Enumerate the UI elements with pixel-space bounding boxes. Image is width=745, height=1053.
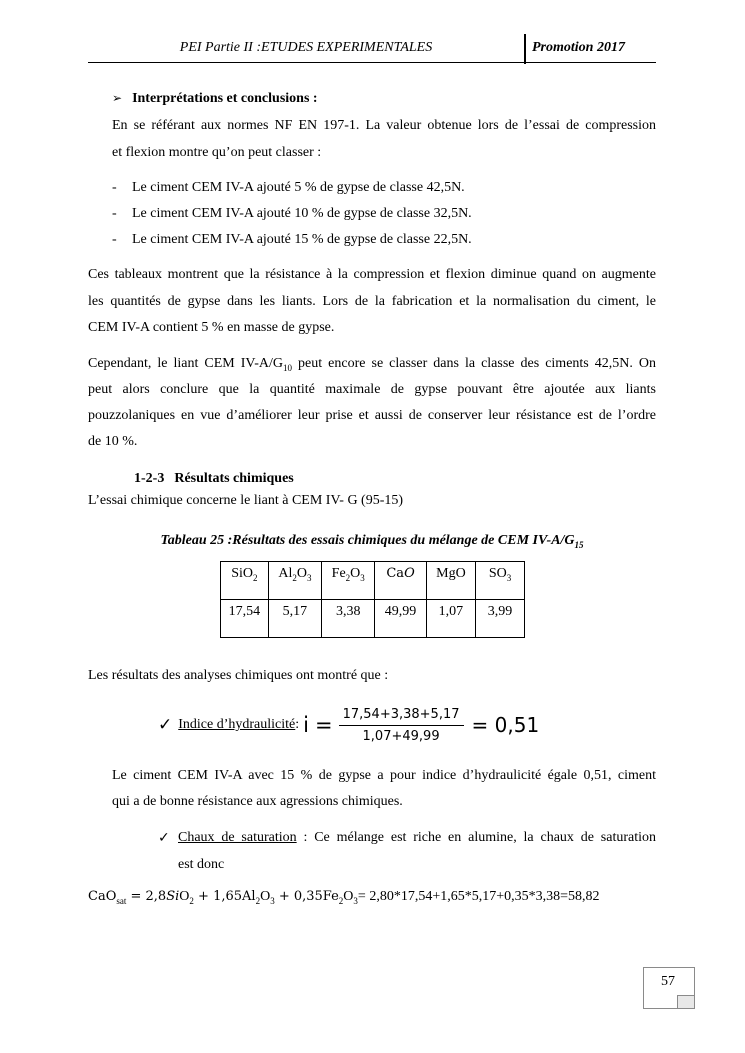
table-header-row <box>221 562 525 600</box>
header-cao: CaO <box>375 562 426 600</box>
para2-line4: de 10 %. <box>88 434 138 449</box>
para1-line1: Ces tableaux montrent que la résistance à la compression et flexion diminue quand on augmente <box>88 267 656 282</box>
dash-marker: - <box>112 180 117 195</box>
para2-line2: peut alors conclure que la quantité maximale de gypse pouvant être ajoutée aux liants <box>88 382 656 397</box>
list-item-text: Le ciment CEM IV-A ajouté 5 % de gypse de classe 42,5N. <box>132 180 465 195</box>
table-caption-text: Tableau 25 :Résultats des essais chimiques du mélange de CEM IV-A/G <box>160 533 575 548</box>
hydraulicity-equals: = <box>315 713 333 737</box>
table-caption <box>88 528 656 558</box>
section-title: Résultats chimiques <box>174 471 294 486</box>
interp-intro-line1: En se référant aux normes NF EN 197-1. La valeur obtenue lors de l’essai de compression <box>112 118 656 133</box>
hydraulicity-symbol: i <box>303 713 309 737</box>
saturation-formula: $CaO_{sat} = 2,8SiO_2 + 1,65Al_2O_3 + 0,35Fe_2O_3= 2,80*17,54+1,65*5,17+0,35*3,38=58,82$ <box>88 889 600 906</box>
para2-subscript: 10 <box>283 362 293 373</box>
dash-marker: - <box>112 206 117 221</box>
chaux-text <box>178 825 656 851</box>
chem-results-table <box>220 561 525 638</box>
page-number: 57 <box>661 974 675 989</box>
header-promotion: Promotion 2017 <box>532 40 625 55</box>
list-item <box>112 227 472 253</box>
table-cell: 3,38 <box>322 600 375 638</box>
table-caption-subscript: 15 <box>574 539 584 550</box>
table-cell: 5,17 <box>268 600 321 638</box>
interp-heading-text: Interprétations et conclusions : <box>132 91 318 106</box>
fraction-denominator: 1,07+49,99 <box>362 728 440 744</box>
header-sio2: SiO$_2$ <box>221 562 269 600</box>
hydraulicity-result: = 0,51 <box>471 713 540 737</box>
header-separator <box>524 34 526 64</box>
table-cell: 17,54 <box>221 600 269 638</box>
results-intro: Les résultats des analyses chimiques ont montré que : <box>88 668 389 683</box>
checkmark-icon: ✓ <box>158 830 170 846</box>
list-item-text: Le ciment CEM IV-A ajouté 15 % de gypse de classe 22,5N. <box>132 232 472 247</box>
para2-line1-end: peut encore se classer dans la classe des ciments 42,5N. On <box>292 356 657 371</box>
header-fe2o3: $Fe_2O_3$ <box>322 562 375 600</box>
table-cell: 3,99 <box>476 600 525 638</box>
interp-heading <box>112 85 318 112</box>
table-row <box>221 600 525 638</box>
section-chem-intro: L’essai chimique concerne le liant à CEM IV- G (95-15) <box>88 493 404 508</box>
section-number: 1-2-3 <box>134 471 165 486</box>
header-mgo: MgO <box>426 562 475 600</box>
table-cell: 49,99 <box>375 600 426 638</box>
para1-line2: les quantités de gypse dans les liants. Lors de la fabrication et la normalisation du ciment, le <box>88 294 656 309</box>
interp-intro-line2: et flexion montre qu’on peut classer : <box>112 145 322 160</box>
chaux-label: Chaux de saturation <box>178 830 297 845</box>
dash-marker: - <box>112 232 117 247</box>
para3-line1: Le ciment CEM IV-A avec 15 % de gypse a pour indice d’hydraulicité égale 0,51, ciment <box>112 768 656 783</box>
hydraulicity-fraction <box>339 707 464 744</box>
para3-line2: qui a de bonne résistance aux agressions chimiques. <box>112 794 403 809</box>
list-item <box>112 175 465 201</box>
fraction-numerator: 17,54+3,38+5,17 <box>339 707 464 726</box>
page-fold-corner <box>677 995 694 1008</box>
arrow-bullet-icon: ➢ <box>112 91 123 105</box>
table-cell: 1,07 <box>426 600 475 638</box>
chaux-rest: : Ce mélange est riche en alumine, la chaux de saturation <box>296 830 657 845</box>
header-so3: $SO_3$ <box>476 562 525 600</box>
list-item-text: Le ciment CEM IV-A ajouté 10 % de gypse de classe 32,5N. <box>132 206 472 221</box>
chaux-line1 <box>158 825 656 851</box>
header-rule <box>88 62 656 63</box>
hydraulicity-label: Indice d’hydraulicité <box>178 717 296 732</box>
para2-line3: pouzzolaniques en vue d’améliorer leur prise et aussi de conserver leur résistance est de l’ordre <box>88 408 656 423</box>
header-title: PEI Partie II :ETUDES EXPERIMENTALES <box>179 40 433 55</box>
list-item <box>112 201 472 227</box>
checkmark-icon: ✓ <box>158 715 173 735</box>
hydraulicity-formula <box>158 702 539 748</box>
chaux-line2: est donc <box>178 857 225 872</box>
para2-line1-start: Cependant, le liant CEM IV-A/G <box>88 356 284 371</box>
header-al2o3: $Al_2O_3$ <box>268 562 321 600</box>
hydraulicity-colon: : <box>295 717 300 732</box>
para1-line3: CEM IV-A contient 5 % en masse de gypse. <box>88 320 335 335</box>
